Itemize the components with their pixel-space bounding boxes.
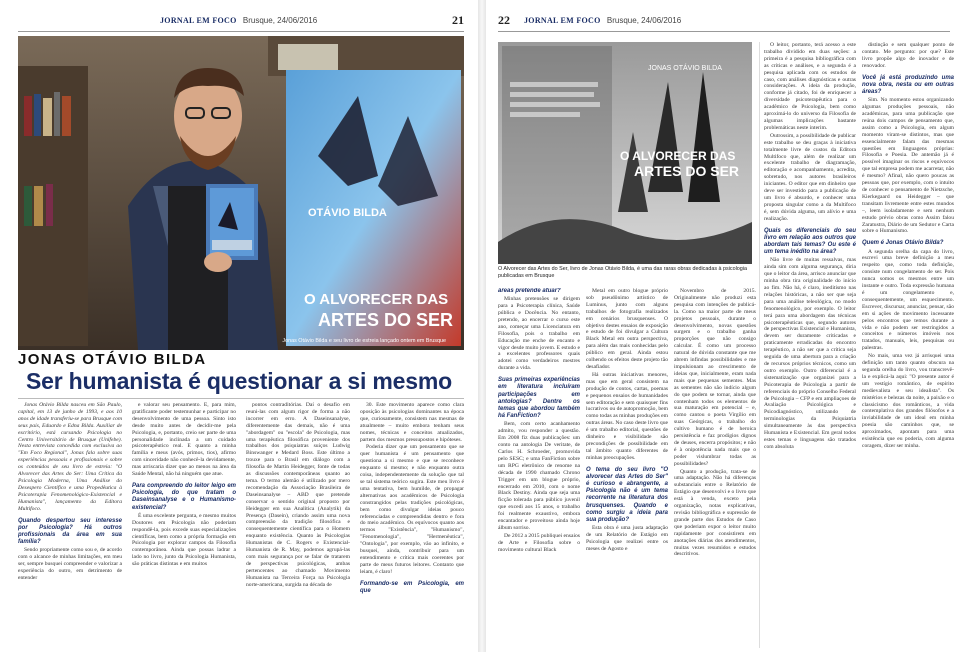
book-cover-illustration xyxy=(498,42,752,264)
newspaper-brand: JORNAL EM FOCO xyxy=(524,16,601,25)
left-column-2 xyxy=(132,402,236,648)
author-photo xyxy=(18,36,464,350)
header-rule xyxy=(18,31,464,32)
question-3: Formando-se em Psicologia, em que xyxy=(360,580,464,594)
question-8: Quem é Jonas Otávio Bilda? xyxy=(862,240,944,247)
question-5: O tema do seu livro "O alvorecer das Artes do Ser" é curioso e abrangente, a Psicologia não é um tema recorrente na literatura dos brusquenses. Quando e como surgiu a ideia para sua produção? xyxy=(586,466,668,524)
image-caption: O Alvorecer das Artes do Ser, livro de Jonas Otávio Bilda, é uma das raras obras dedicadas à psicologia publicadas em Brusque xyxy=(498,266,747,279)
cover-author: JONAS OTÁVIO BILDA xyxy=(648,65,722,72)
poster-title-line-2: ARTES DO SER xyxy=(318,310,454,330)
answer-2-part-2: pontos contraditórias. Daí o desafio em reuni-las com algum rigor de forma a não incorrer em erro. A Daseinsanalyse, diferentemente das demais, não é uma "abordagem" ou "escola" de Psicologia, mas uma terapêutica filosófica proveniente dos trabalhos dos psiquiatras suíços Ludwig Binswanger e Medard Boss. Este último a trouxe para o Brasil em diálogo com a filosofia de Martin Heidegger, fonte de todas as discussões contemporâneas quanto ao tema. O termo alemão é utilizado por mero recomendação da Associação Brasileira de Daseinsanalyse – ABD que pretende conservar o sentido original proposto por Heidegger em sua Analítica (Analytik) da Presença (Dasein), criando assim uma nova compreensão da tradição filosófica e consequentemente científica para o Homem enquanto existência. Quanto às Psicologias Humanistas de C. Rogers e Existencial-Humanista de R. May, podemos agrupá-las com mais segurança por se falar de tratarem de perspectivas psicológicas, ambas pertencentes ao chamado Movimento Humanista na Terceira Força na Psicologia norte-americana, surgida na década de xyxy=(246,402,350,588)
right-column-4 xyxy=(764,42,856,648)
article-intro: Jonas Otávio Bilda nasceu em São Paulo, capital, em 13 de junho de 1993, e aos 10 anos de idade transferiu-se para Brusque com seus pais, Eduardo e Edna Bilda. Auxiliar de escritório, está cursando Psicologia no Centro Universitário de Brusque (Unifebe). Nesta entrevista concedida com exclusiva ao "Em Foco Regional", Jonas fala sobre suas experiências pessoais e profissionais e sobre os conteúdos de seu livro de estreia: "O Alvorecer das Artes do Ser: Uma Crítica da Psicologia Moderna, Uma Análise do Desespero Científico e uma Propedêutica à Psicoterapia Fenomenológico-Existencial e Humanista", lançamento da Editora Multifoco. xyxy=(18,402,122,512)
question-3-continued: áreas pretende atuar? xyxy=(498,288,561,294)
answer-8-part-1: A segunda orelha da capa do livro, escrevi uma breve definição a meu respeito que, como toda definição, consiste num congelamento de ser. Pois nunca somos os mesmos entre um instante e outro. Toda expressão humana é um congelamento e, consequentemente, um esquecimento. Escrever, discursar, anunciar, pensar, são em si ações de movimento incessante pelos encontros que temos durante a vida e não podem ser restringidos a conceitos e números imóveis nos tratados, manuais, leis, pesquisas ou palestras. xyxy=(862,248,954,352)
page-number: 21 xyxy=(452,13,464,27)
interviewee-name: JONAS OTÁVIO BILDA xyxy=(18,351,207,368)
answer-8-part-2: No mais, uma vez já arrisquei uma definição um tanto quanto obscura na segunda orelha do livro, vou transcrevê-la e explicá-la aqui: "O presente autor é um vestígio romântico, de espírito medievalista e seu idealista". Os mistérios e belezas da noite, a paixão e o classicismo dos românticos, a vida contemplativa dos grandes filósofos e a inviabilidade de um ideal em minha poesia são caminhos que, se aproximados, apontam para uma existência que eu poderia, com alguma coragem, dizer ser minha. xyxy=(862,353,954,449)
right-column-5 xyxy=(862,42,954,648)
headline-rule xyxy=(18,398,464,399)
column-divider xyxy=(759,42,760,648)
question-4: Suas primeiras experiências em literatura incluíram participações em antologias? Dentre os temas que abordou também há FanFiction? xyxy=(498,377,580,420)
answer-5-part-1: Esta obra é uma justa adaptação de um Relatório de Estágio em Psicologia que realizei entre os meses de Agosto e xyxy=(586,525,668,552)
cover-title-line-2: ARTES DO SER xyxy=(634,163,740,179)
answer-5-part-5: Outrossim, a possibilidade de publicar este trabalho se deu graças à iniciativa totalmente livre de custos da Editora Multifoco que, além de realizar um excelente trabalho de diagramação, editoração e acompanhamento, acredita, sobretudo, nos autores brasileiros iniciantes. O editor que em dinheiro que deve ser investido para a publicação de um livro é absurdo, e conhecer uma proposta singular como a da Multifoco é, sem dúvida alguma, um alívio e uma realização. xyxy=(764,132,856,222)
poster-title-line-1: O ALVORECER DAS xyxy=(304,291,449,308)
newspaper-brand: JORNAL EM FOCO xyxy=(160,16,237,25)
question-2: Para compreendo do leitor leigo em Psicologia, do que tratam o Daseinsanalyse e o Humanismo-existencial? xyxy=(132,482,236,511)
answer-2-part-3: 30. Este movimento aparece como clara oposição às psicologias dominantes na época que, curiosamente, consistem nas mesmas de atualmente – muito embora tenham seus nomes, técnicas e conceitos atualizados, partem dos mesmos pressupostos e hipóteses. xyxy=(360,402,464,443)
question-1: Quando despertou seu interesse por Psicologia? Há outros profissionais da área em sua família? xyxy=(18,517,122,546)
answer-2-part-1: É uma excelente pergunta, e mesmo muitos Doutores em Psicologia não poderiam respondê-la, pois excede suas especializações científicas, bem como a própria formação em Psicologia por explorar campos da Filosofia contemporânea. Ainda que possas ladrar a lado no livro, junto da Psicologia Humanista, são práticas distintas e em muitos xyxy=(132,512,236,568)
answer-4-part-2: De 2012 a 2015 publiquei ensaios de Arte e Filosofia sobre o movimento cultural Black xyxy=(498,532,580,553)
left-page xyxy=(0,0,478,652)
page-gutter xyxy=(478,0,486,652)
issue-date: Brusque, 24/06/2016 xyxy=(242,16,318,25)
answer-2-part-4: Poderia dizer que um pensamento que se quer humanista é um pensamento que questiona a si mesmo e que se reconhece enquanto si mesmo; e não enquanto outra coisa, independentemente da solução que tal se tal sistema teórico sugira. Este meu livro é uma tentativa, bem humilde, de propagar alternativas aos acadêmicos de Psicologia constrangidos pelas tradições psicológicas, bem como divulgar ideias pouco referenciadas e compreendidas dentro e fora do meio acadêmico. Os equívocos quanto aos termos "Existência", "Humanismo", "Fenomenologia", "Hermenêutica", "Ontologia", por exemplo, vão ao infinito, e busquei, ainda, contribuir para um entendimento e crítica mais coerentes por parte de meus futuros leitores. Contanto que leiam, é claro! xyxy=(360,444,464,575)
question-7: Você já está produzindo uma nova obra, nesta ou em outras áreas? xyxy=(862,74,954,96)
page-number: 22 xyxy=(498,13,510,27)
poster-author-label: OTÁVIO BILDA xyxy=(308,207,387,219)
issue-date: Brusque, 24/06/2016 xyxy=(606,16,682,25)
answer-5-part-4: O leitor, portanto, terá acesso a este trabalho dividido em duas seções: a primeira é a pesquisa bibliográfica com as críticas e análises, e a segunda é a pesquisa aplicada com os estudos de caso, com análises diagnósticas e outras considerações. A ideia da produção, conforme já citado, foi de enriquecer a diversidade psicoterapêutica para o acadêmico de Psicologia, bem como aproximá-lo do universo da Filosofia de algumas implicações bastante problemáticas neste interim. xyxy=(764,42,856,131)
headline: Ser humanista é questionar a si mesmo xyxy=(26,368,452,394)
answer-5-part-2: Novembro de 2015. Originalmente não produzi esta pesquisa com intenções de publicá-la. Como na maior parte de meus projetos pessoais, durante o desenvolvimento, novas questões surgem e o trabalho ganha proporções que não consigo calcular. É como um processo natural de dúvida constante que me abrem infindas possibilidades e me impulsionam ao crescimento de ideias que, inicialmente, eram nada mais que pequenas sementes. Mas as sementes não são indício algum do que podem se tornar, ainda que contenham todos os elementos de sua maturação em potencial – e, como cantou o poeta Virgílio em suas Geórgicas, o trabalho do cultivo humano é de heroica persistência e faz prodígios dignos de deuses, encerra propósitos; e não é à onipotência nada mais que o poder vislumbrar todas as possibilidades? xyxy=(674,288,756,467)
right-column-3 xyxy=(674,288,756,648)
left-column-3 xyxy=(246,402,350,648)
question-6: Quais os diferenciais do seu livro em relação aos outros que abordam tais temas? Ou este é um tema inédito na área? xyxy=(764,227,856,256)
photo-caption: Jonas Otávio Bilda e seu livro de estreia lançado ontem em Brusque xyxy=(282,338,446,345)
left-column-4 xyxy=(360,402,464,648)
answer-3: Minhas pretensões se dirigem para a Psicoterapia clínica, Saúde pública e Docência. No entanto, pretendo, ao encerrar o curso este ano, começar uma Licenciatura em Filosofia, pois o trabalho em Educação me enche de encanto e vigor desde muito jovem. E estudo e a excelentes professores quais adotei como verdadeiros mestres durante a vida. xyxy=(498,296,580,372)
book-cover-image xyxy=(498,42,752,264)
answer-7: Sim. No momento estou organizando algumas produções pessoais, não acadêmicas, para uma publicação que reúna dois campos de pensamento que, assim como a Psicologia, em algum momento viram-se distintos, mas que essencialmente falam das mesmas questões em linguagens próprias: Filosofia e Poesia. De antemão já é possível imaginar os riscos e equívocos que tal empresa podem me acarretar, não é mesmo? Afinal, não quero poucas as pessoas que, por exemplo, com o intuito de conhecer o pensamento de Nietzsche, Kierkegaard ou Heidegger – que transitam livremente entre estes mundos –, leem isoladamente e sem nenhum estudo prévio obras como Assim falou Zaratustra, Diário de um Sedutor e Carta sobre o Humanismo. xyxy=(862,97,954,235)
answer-5-part-3: Quanto a produção, trata-se de uma adaptação. Não há diferenças substanciais entre o Relatório de Estágio que desenvolvi e o livro que está à venda, exceto pela organização, notas explicativas, revisão bibliográfica e supressão de grande parte dos Estudos de Caso que poderiam expor o leitor muito rapidamente por consistirem em anotações diárias dos atendimentos, muitas vezes resumidos e estudos descritivos. xyxy=(674,468,756,558)
answer-4-part-3: Metal em outro blogue próprio sob pseudônimo artístico de Luminus, junto com alguns trabalhos de fotografia realizados em cenários brusquenses. O objetivo destes ensaios de exposição e estudo de foi divulgar a Cultura Black Metal em outra perspectiva, para além das mais conhecidas pelo público em geral. Ainda estou colhendo os efeitos deste projeto tão desafiador. xyxy=(586,288,668,370)
right-column-2 xyxy=(586,288,668,648)
answer-6-part-2: distinção e sem qualquer ponto de contato. Me pergunto: por que? Este livro propõe algo de inovador e de renovador. xyxy=(862,42,954,69)
answer-4-part-1: Bem, com certo acanhamento admito, vou responder a questão. Em 2008 fiz duas publicações: um conto na antologia De veritate, de Carlos H. Schroeder, promovida pelo SESC; e uma FanFiction sobre um RPG eletrônico de renome na década de 1990 chamado Chrono Trigger em um blogue próprio, encerrado em 2010, com o nome Black Destiny. Ainda que seja uma ficção tolerada para público juvenil que excedi aos 15 anos, o trabalho foi realmente exaustivo, embora encantador e proveitoso ainda hoje álbum sorriso. xyxy=(498,421,580,531)
left-column-1 xyxy=(18,402,122,648)
answer-6-part-1: Não livre de muitas ressalvas, mas ainda sim com alguma segurança, diria que o leitor da área, arrisco anunciar que minha obra tira originalidade do início ao fim. Não há, é claro, ineditismo nas relações históricas, a não ser que seja para uma análise teleológica, no modo fenomenológico, por exemplo. O leitor terá para uma abordagem das técnicas psicoterapêuticas que, segundo autores de perspectivas Existencial e Humanista, devem ser duramente criticadas e praticamente erradicadas do encontro terapêutico, a não ser que a crítica seja seguida de uma abertura para a criação de recursos próprios técnicos, como um outro exemplo. Outro diferencial é a sistematização que organizei para a Psicoterapia de Psicologia a partir de referenciais do próprio Conselho Federal de Psicologia – CFP e em ampliaçoes de Avaliação Psicológica e Psicodiagnóstico, utilizando de terminologias da Psiquiatria simultaneamente às das perspectiva Humanista e Existencial. Em geral todos estes temas e linguagens são tratados com absoluta xyxy=(764,257,856,450)
answer-4-part-4: Há outras iniciativas menores, mas que em geral consistem na produção de contos, cartas, poemas e pequenos ensaios de humanidades sem editoração e sem quaisquer fins lucrativos ou de autopromoção, bem como todas as minhas produções em outras áreas. No caso deste livro que é um trabalho editorial, questões de dinheiro e visibilidade são precondições de possibilidade em tal âmbito quanto diferentes de minhas preocupações. xyxy=(586,371,668,461)
right-column-1 xyxy=(498,288,580,648)
cover-title-line-1: O ALVORECER DAS xyxy=(620,149,736,163)
answer-1-part-2: e valorar seu pensamento. E, para mim, gratificante poder testemunhar e participar no desenvolvimento de uma pessoa. Sinto isto desde muito antes de decidir-me pela Psicologia, e, portanto, creio ser parte de uma personalidade inclinada a um cuidado psicoterapêutico real. E quanto a minha família e meus (avós, primos, tios), afirmo com sinceridade não conhecê-la devidamente, mas arriscaria dizer que ao menos na área da Saúde Mental, não há ninguém que atue. xyxy=(132,402,236,478)
header-rule xyxy=(498,31,950,32)
right-page xyxy=(486,0,960,652)
author-photo-illustration xyxy=(18,36,464,350)
answer-1-part-1: Sendo propriamente como sou e, de acordo com o alcance de minhas limitações, em meu ser, sempre busquei compreender e valorizar a experiência do outro, em detrimento de entender xyxy=(18,547,122,581)
